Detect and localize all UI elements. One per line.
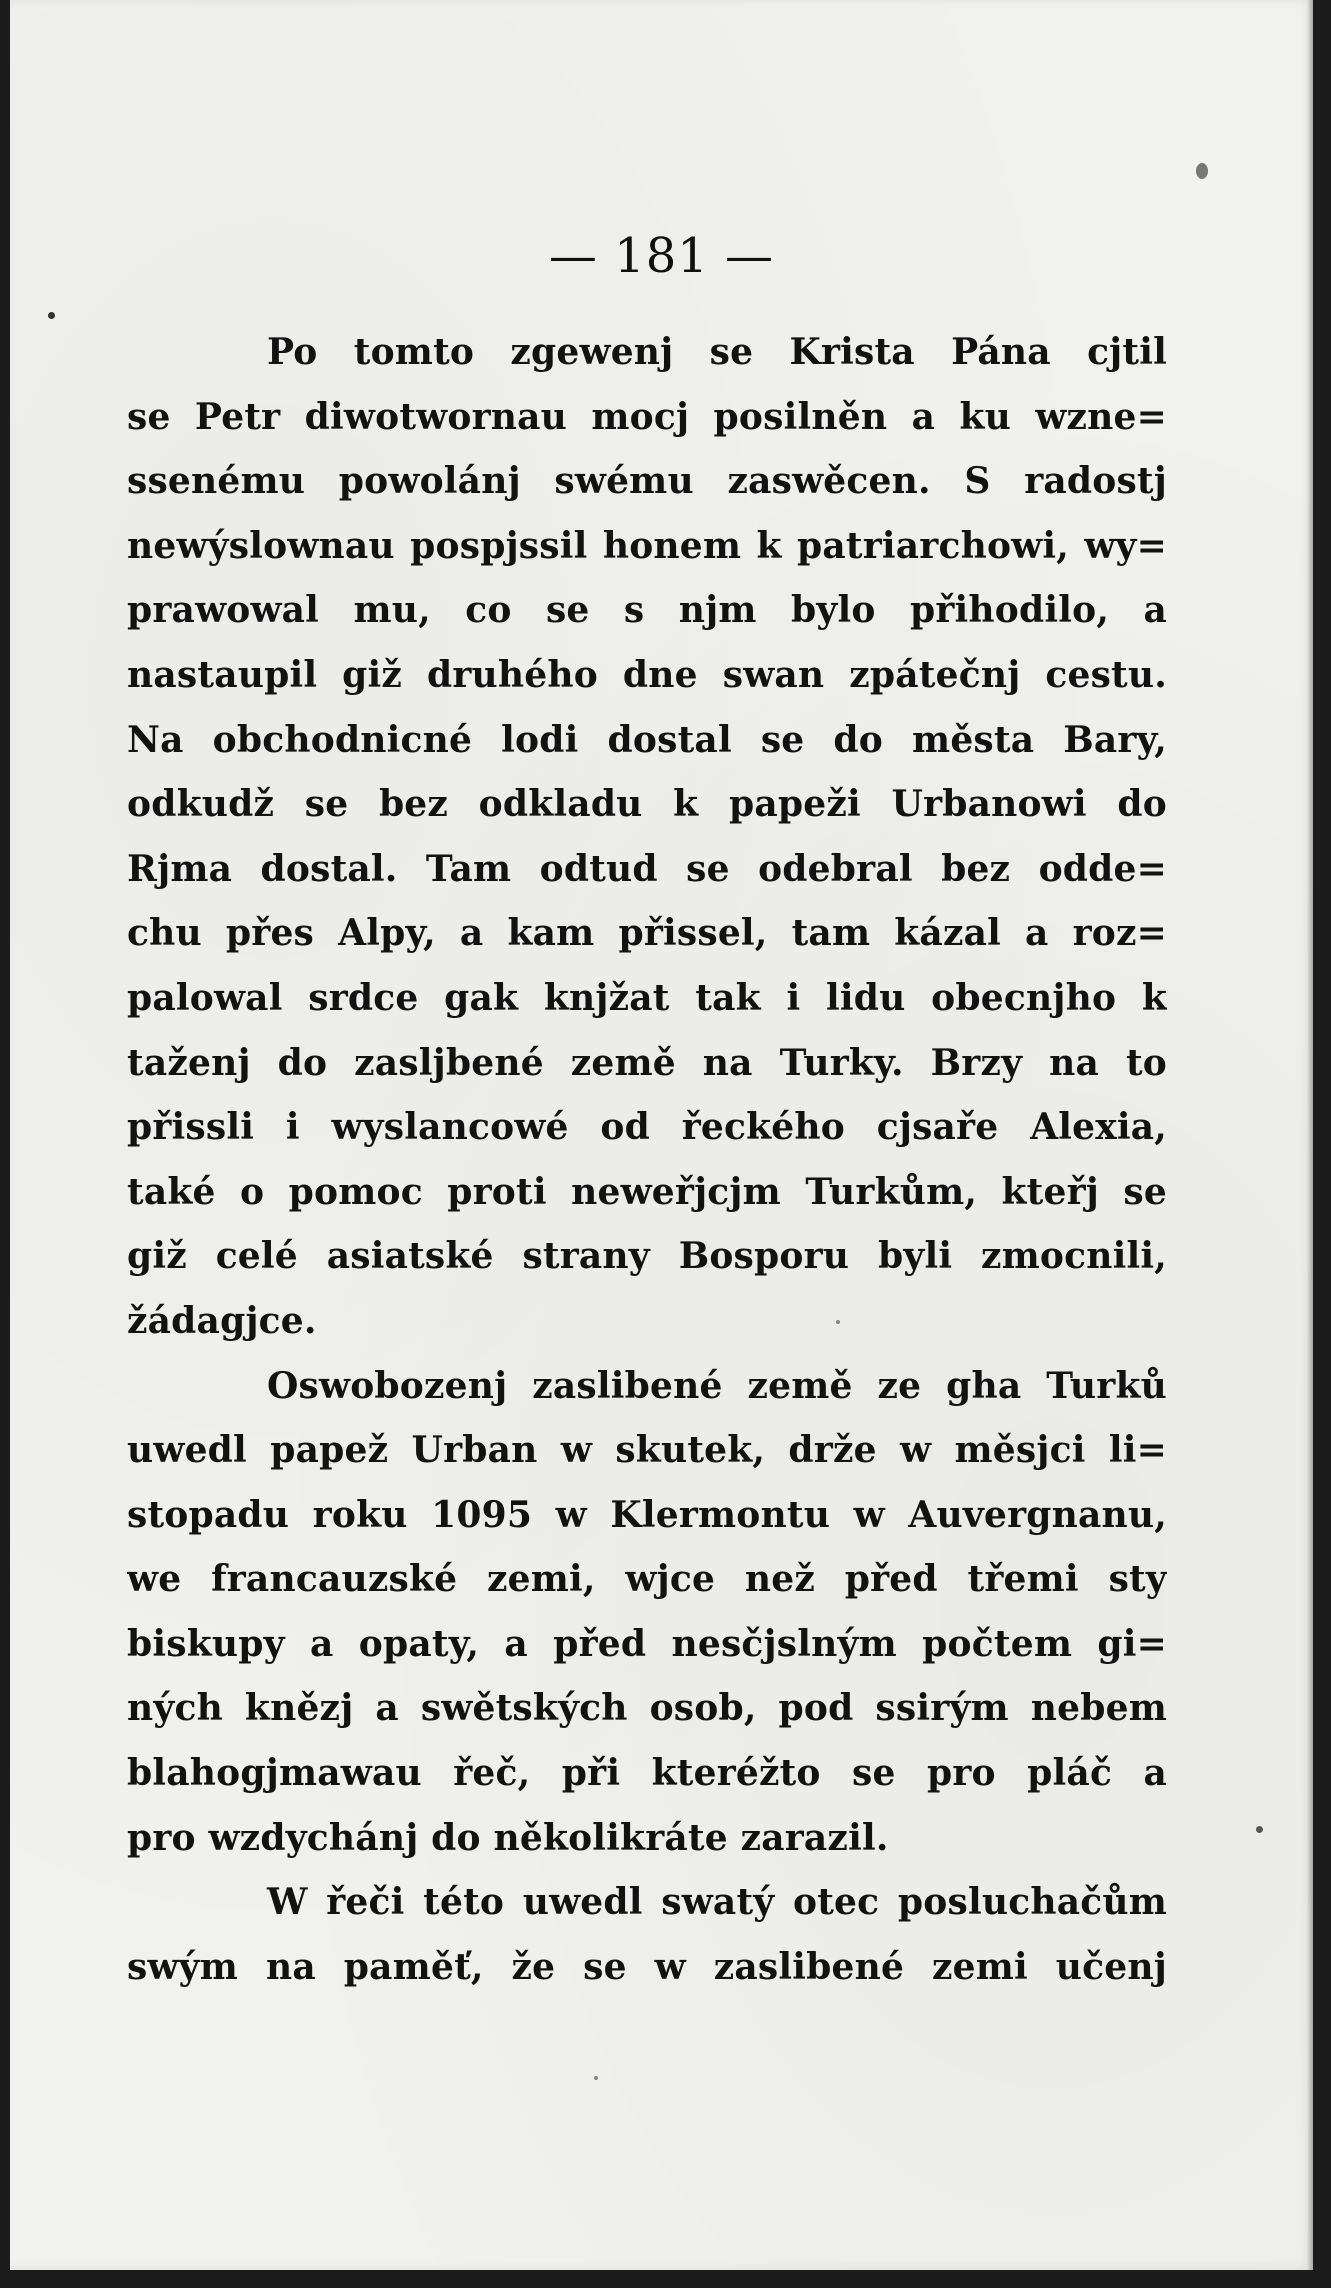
book-page: [10, 0, 1313, 2270]
text-line: blahogjmawau řeč, při kteréžto se pro pláč a: [127, 1752, 1167, 1795]
ink-speck: [48, 312, 55, 319]
text-line: prawowal mu, co se s njm bylo přihodilo, a: [127, 589, 1167, 632]
text-line: ných knězj a swětských osob, pod ssirým nebem: [127, 1687, 1167, 1730]
text-line: přissli i wyslancowé od řeckého cjsaře Alexia,: [127, 1106, 1167, 1149]
text-line: W řeči této uwedl swatý otec posluchačům: [267, 1881, 1167, 1924]
paragraph: [127, 320, 1167, 1354]
paragraph: [127, 1870, 1167, 1999]
text-line: ssenému powolánj swému zaswěcen. S radostj: [127, 460, 1167, 503]
text-line: newýslownau pospjssil honem k patriarchowi, wy=: [127, 524, 1167, 567]
page-number: — 181 —: [548, 228, 775, 284]
text-line: pro wzdychánj do několikráte zarazil.: [127, 1816, 889, 1859]
page-edge-shadow: [1307, 0, 1313, 2270]
text-line: odkudž se bez odkladu k papeži Urbanowi do: [127, 783, 1167, 826]
text-line: nastaupil giž druhého dne swan zpátečnj cestu.: [127, 653, 1167, 696]
ink-speck: [1256, 1826, 1263, 1833]
text-line: taženj do zasljbené země na Turky. Brzy na to: [127, 1041, 1167, 1084]
text-line: chu přes Alpy, a kam přissel, tam kázal a roz=: [127, 912, 1167, 955]
text-line: také o pomoc proti neweřjcjm Turkům, kteřj se: [127, 1170, 1167, 1213]
text-line: stopadu roku 1095 w Klermontu w Auvergnanu,: [127, 1493, 1167, 1536]
text-line: we francauzské zemi, wjce než před třemi sty: [127, 1558, 1167, 1601]
ink-speck: [1196, 163, 1208, 179]
paragraph: [127, 1354, 1167, 1871]
text-line: biskupy a opaty, a před nesčjslným počtem gi=: [127, 1622, 1167, 1665]
text-line: palowal srdce gak knjžat tak i lidu obecnjho k: [127, 976, 1167, 1019]
text-line: giž celé asiatské strany Bosporu byli zmocnili,: [127, 1235, 1167, 1278]
text-line: žádagjce.: [127, 1299, 317, 1342]
text-line: Rjma dostal. Tam odtud se odebral bez odde=: [127, 847, 1167, 890]
ink-speck: [594, 2076, 598, 2080]
text-line: uwedl papež Urban w skutek, drže w měsjci li=: [127, 1429, 1167, 1472]
text-line: Oswobozenj zaslibené země ze gha Turků: [267, 1364, 1167, 1407]
text-line: Po tomto zgewenj se Krista Pána cjtil: [267, 331, 1167, 373]
page-body: [127, 320, 1167, 1999]
text-line: swým na paměť, že se w zaslibené zemi učenj: [127, 1945, 1167, 1988]
text-line: Na obchodnicné lodi dostal se do města Bary,: [127, 718, 1167, 761]
text-line: se Petr diwotwornau mocj posilněn a ku wzne=: [127, 395, 1167, 438]
